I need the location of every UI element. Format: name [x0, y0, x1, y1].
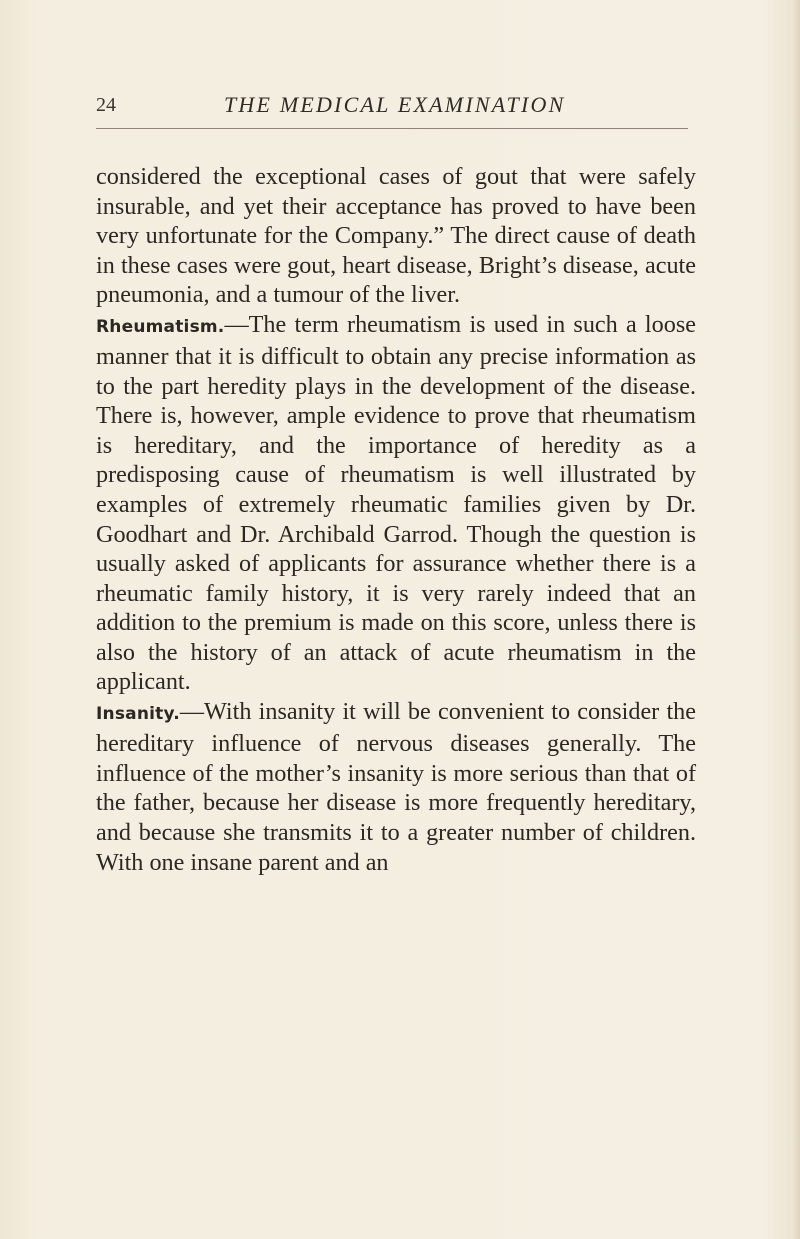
paragraph-rheumatism-text: —The term rheumatism is used in such a loose manner that it is difficult to obtain any precise information as to the part heredity plays in the development of the disease. There is, however, ample evidence to prove that rheumatism is hereditary, and the importance of heredity as a predisposing cause of rheumatism is well illustrated by examples of extremely rheumatic families given by Dr. Goodhart and Dr. Archibald Garrod. Though the question is usually asked of applicants for assurance whether there is a rheumatic family history, it is very rarely indeed that an addition to the premium is made on this score, unless there is also the history of an attack of acute rheumatism in the applicant.	[96, 310, 696, 696]
side-heading-rheumatism: Rheumatism.	[96, 316, 225, 337]
body-text	[96, 162, 696, 877]
header-rule	[96, 128, 688, 129]
side-heading-insanity: Insanity.	[96, 703, 180, 724]
paragraph-gout-continuation: considered the exceptional cases of gout that were safely insurable, and yet their acceptance has proved to have been very unfortunate for the Company.” The direct cause of death in these cases were gout, heart disease, Bright’s disease, acute pneumonia, and a tumour of the liver.	[96, 163, 696, 309]
page-edge-shadow	[792, 0, 800, 1239]
paragraph-insanity	[96, 697, 696, 877]
running-head	[0, 92, 800, 122]
running-title: THE MEDICAL EXAMINATION	[224, 92, 566, 117]
paragraph-insanity-text: —With insanity it will be convenient to consider the hereditary influence of nervous diseases generally. The influence of the mother’s insanity is more serious than that of the father, because her disease is more frequently hereditary, and because she transmits it to a greater number of children. With one insane parent and an	[96, 697, 696, 876]
page-number: 24	[96, 94, 116, 116]
paragraph-rheumatism	[96, 310, 696, 697]
